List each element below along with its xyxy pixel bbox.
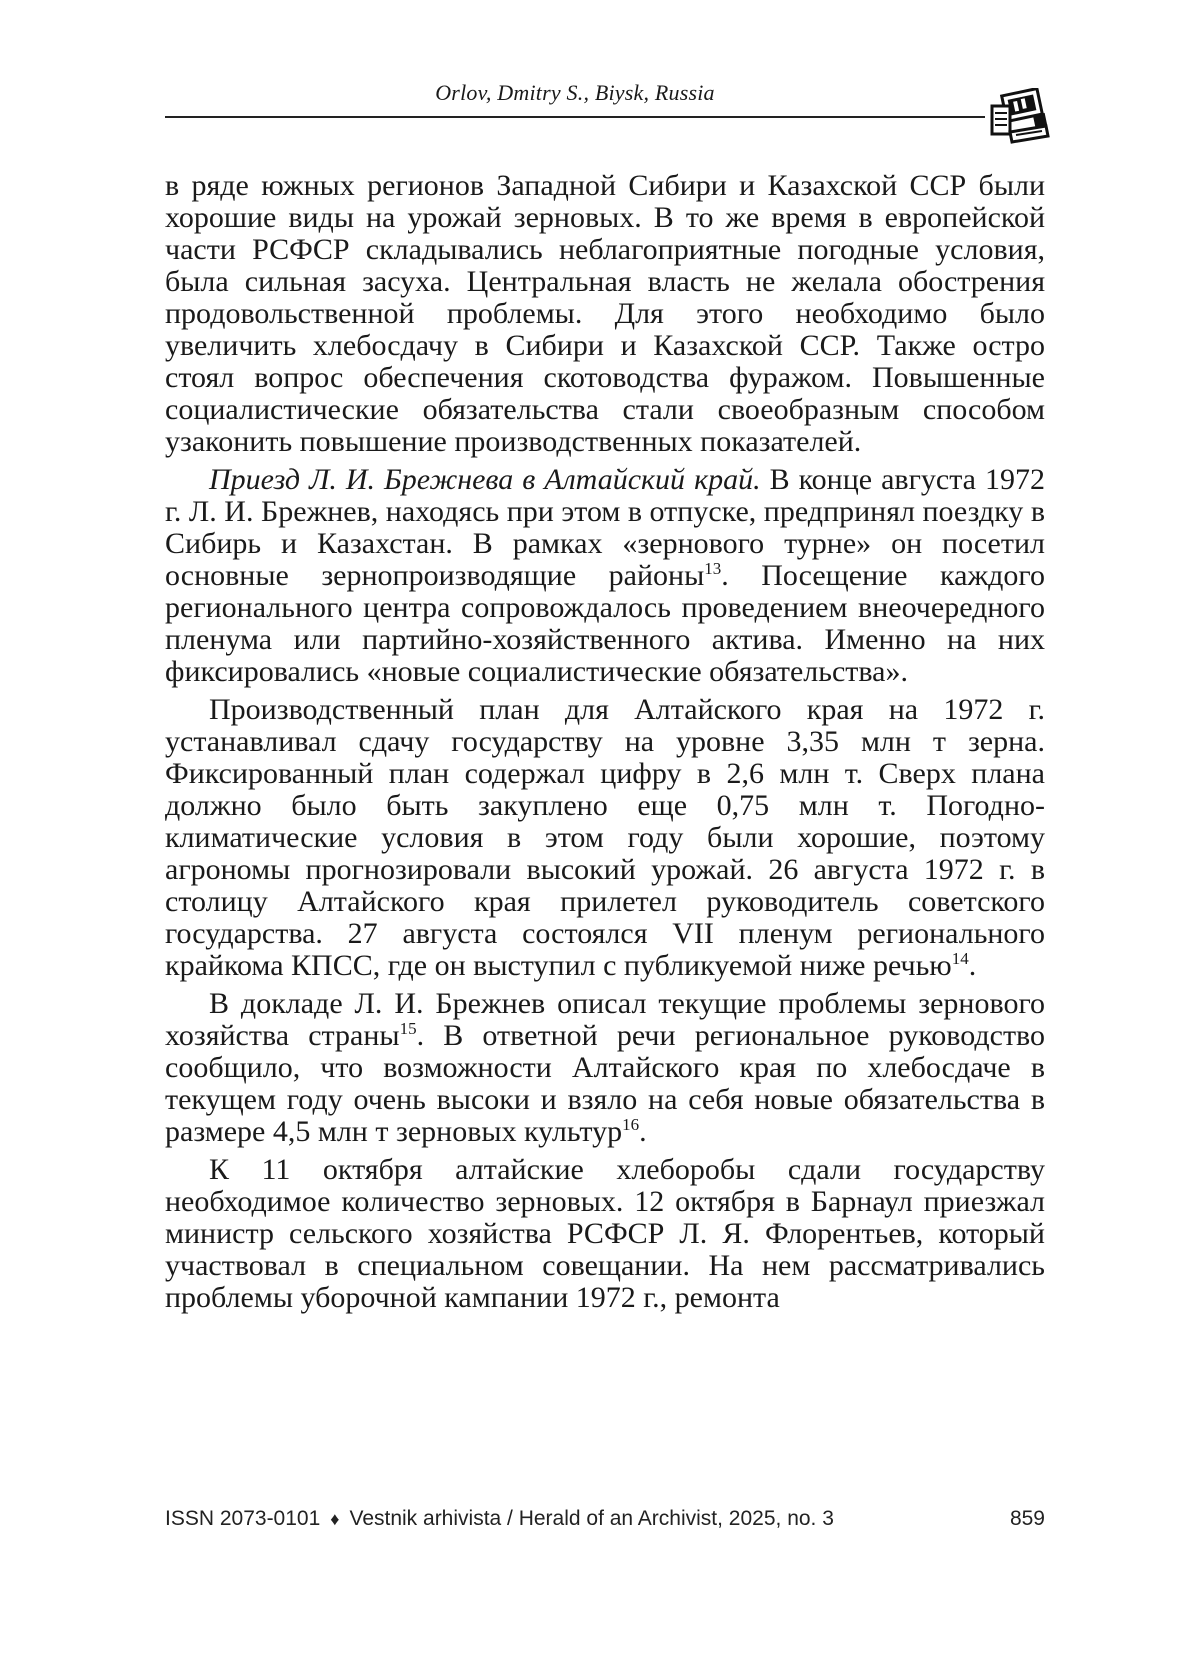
issn: ISSN 2073-0101 — [165, 1507, 321, 1530]
paragraph-2 — [165, 464, 1045, 688]
page-number: 859 — [1009, 1507, 1045, 1530]
paragraph-3-end: . — [968, 949, 977, 982]
paragraph-3 — [165, 694, 1045, 982]
paragraph-4 — [165, 988, 1045, 1148]
paragraph-3-text: Производственный план для Алтайского края на 1972 г. устанавливал сдачу государству на уровне 3,35 млн т зерна. Фиксированный план содержал цифру в 2,6 млн т. Сверх плана должно было быть закуплено еще 0,75 млн т. Погодно-климатические условия в этом году были хорошие, поэтому агрономы прогнозировали высокий урожай. 26 августа 1972 г. в столицу Алтайского края прилетел руководитель советского государства. 27 августа состоялся VII пленум регионального крайкома КПСС, где он выступил с публикуемой ниже речью — [165, 693, 1045, 982]
journal-citation — [165, 1507, 834, 1531]
diamond-separator-icon: ♦ — [330, 1509, 340, 1529]
footnote-ref: 16 — [622, 1115, 640, 1134]
article-body — [165, 170, 1045, 1318]
footnote-ref: 13 — [704, 559, 722, 578]
paragraph-1: в ряде южных регионов Западной Сибири и Казахской ССР были хорошие виды на урожай зерновых. В то же время в европейской части РСФСР складывались неблагоприятные погодные условия, была сильная засуха. Центральная власть не желала обострения продовольственной проблемы. Для этого необходимо было увеличить хлебосдачу в Сибири и Казахской ССР. Также остро стоял вопрос обеспечения скотоводства фуражом. Повышенные социалистические обязательства стали своеобразным способом узаконить повышение производственных показателей. — [165, 169, 1045, 458]
paragraph-4-end: . — [639, 1115, 647, 1148]
section-heading: Приезд Л. И. Брежнева в Алтайский край. — [209, 463, 761, 496]
running-head: Orlov, Dmitry S., Biysk, Russia — [435, 80, 715, 105]
page-footer — [165, 1507, 1045, 1537]
journal-title: Vestnik arhivista / Herald of an Archivist, 2025, no. 3 — [349, 1507, 834, 1530]
footnote-ref: 14 — [951, 949, 969, 968]
footnote-ref: 15 — [399, 1019, 417, 1038]
archive-computer-icon — [990, 88, 1050, 144]
paragraph-5: К 11 октября алтайские хлеборобы сдали государству необходимое количество зерновых. 12 октября в Барнаул приезжал министр сельского хозяйства РСФСР Л. Я. Флорентьев, который участвовал в специальном совещании. На нем рассматривались проблемы уборочной кампании 1972 г., ремонта — [165, 1153, 1045, 1314]
header-rule — [165, 116, 985, 118]
paragraph-4-text: В докладе Л. И. Брежнев описал текущие проблемы зернового хозяйства страны — [165, 987, 1045, 1052]
paragraph-2-end: . Посещение каждого регионального центра сопровождалось проведением внеочередного пленума или партийно-хозяйственного актива. Именно на них фиксировались «новые социалистические обязательства». — [165, 559, 1045, 688]
paragraph-2-text: В конце августа 1972 г. Л. И. Брежнев, находясь при этом в отпуске, предпринял поездку в Сибирь и Казахстан. В рамках «зернового турне» он посетил основные зернопроизводящие районы — [165, 463, 1046, 592]
paragraph-4-mid: . В ответной речи региональное руководство сообщило, что возможности Алтайского края по хлебосдаче в текущем году очень высоки и взяло на себя новые обязательства в размере 4,5 млн т зерновых культур — [165, 1019, 1046, 1148]
